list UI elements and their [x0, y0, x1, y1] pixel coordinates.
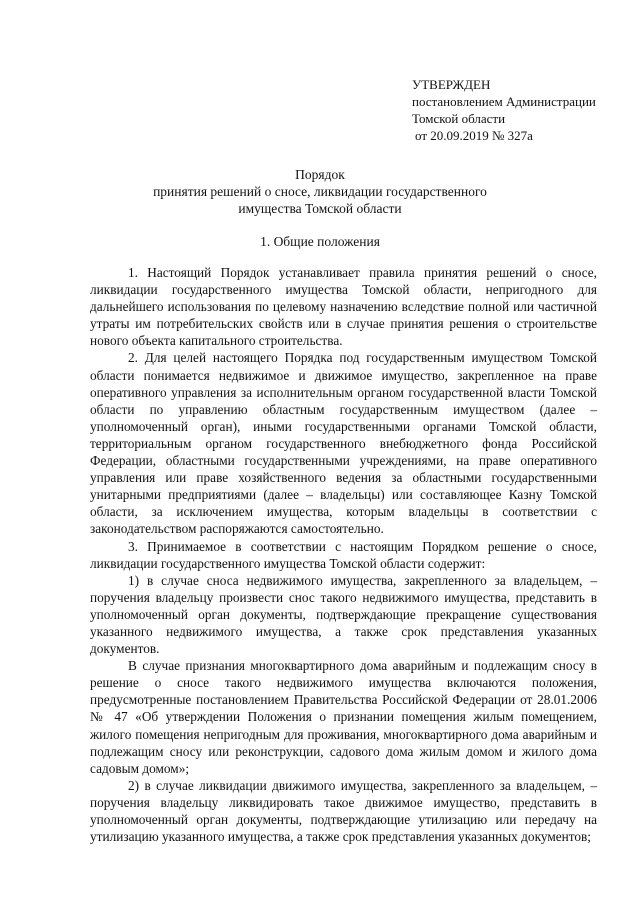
approval-stamp	[412, 76, 632, 144]
approval-title: УТВЕРЖДЕН	[412, 77, 491, 92]
title-line-1: Порядок	[295, 167, 345, 182]
title-line-3: имущества Томской области	[238, 201, 402, 216]
approval-date-number: от 20.09.2019 № 327а	[415, 128, 533, 143]
paragraph-3-item-1-note: В случае признания многоквартирного дома аварийным и подлежащим сносу в решение о сносе такого недвижимого имущества включаются положения, предусмотренные постановлением Правительства Российской Федерации от 28.01.2006 № 47 «Об утверждении Положения о признании помещения жилым помещением, жилого помещения непригодным для проживания, многоквартирного дома аварийным и подлежащим сносу или реконструкции, садового дома жилым домом и жилого дома садовым домом»;	[90, 658, 597, 776]
title-line-2: принятия решений о сносе, ликвидации государственного	[153, 184, 487, 199]
paragraph-2: 2. Для целей настоящего Порядка под государственным имуществом Томской области понимается недвижимое и движимое имущество, закрепленное на праве оперативного управления за исполнительным органом государственной власти Томской области по управлению областным государственным имуществом (далее – уполномоченный орган), иными государственными органами Томской области, территориальным органом государственного внебюджетного фонда Российской Федерации, областными государственными учреждениями, на праве оперативного управления или праве хозяйственного ведения за областными государственными унитарными предприятиями (далее – владельцы) или составляющее Казну Томской области, за исключением имущества, которым владельцы в соответствии с законодательством распоряжаются самостоятельно.	[90, 350, 597, 537]
approval-authority: Томской области	[412, 111, 506, 126]
paragraph-3: 3. Принимаемое в соответствии с настоящим Порядком решение о сносе, ликвидации государственного имущества Томской области содержит:	[90, 538, 597, 571]
section-heading: 1. Общие положения	[260, 234, 380, 249]
paragraph-1: 1. Настоящий Порядок устанавливает правила принятия решений о сносе, ликвидации государственного имущества Томской области, непригодного для дальнейшего использования по целевому назначению вследствие полной или частичной утраты им потребительских свойств или в случае принятия решения о строительстве нового объекта капитального строительства.	[90, 265, 597, 349]
paragraph-3-item-1: 1) в случае сноса недвижимого имущества, закрепленного за владельцем, – поручения владельцу произвести снос такого недвижимого имущества, представить в уполномоченный орган документы, подтверждающие прекращение существования указанного недвижимого имущества, а также срок представления указанных документов.	[90, 572, 597, 657]
paragraph-3-item-2: 2) в случае ликвидации движимого имущества, закрепленного за владельцем, – поручения владельцу ликвидировать такое движимое имущество, представить в уполномоченный орган документы, подтверждающие утилизацию или передачу на утилизацию указанного имущества, а также срок представления указанных документов;	[90, 777, 597, 845]
document-title	[0, 166, 640, 217]
document-body	[90, 264, 597, 845]
approval-decree: постановлением Администрации	[412, 94, 596, 109]
